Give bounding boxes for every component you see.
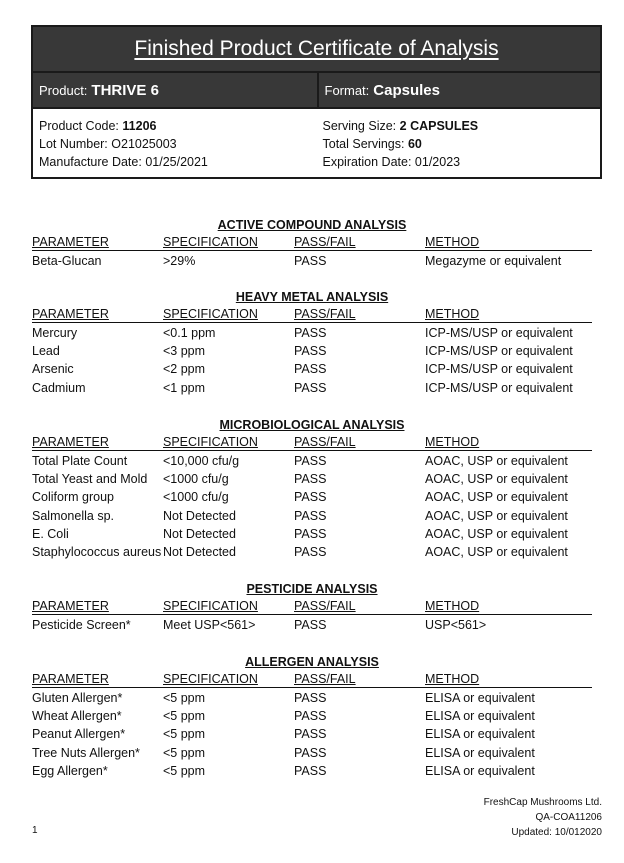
manufacture-date-label: Manufacture Date: (39, 155, 142, 169)
column-header: PASS/FAIL (294, 599, 356, 613)
table-cell: AOAC, USP or equivalent (425, 544, 568, 559)
table-cell: PASS (294, 508, 327, 523)
page-title: Finished Product Certificate of Analysis (134, 37, 499, 60)
table-cell: PASS (294, 344, 327, 359)
certificate-header-box (31, 25, 602, 179)
column-header: SPECIFICATION (163, 235, 258, 249)
total-servings-value: 60 (407, 137, 422, 151)
table-cell: ICP-MS/USP or equivalent (425, 326, 573, 340)
table-cell: <2 ppm (163, 362, 206, 377)
manufacture-date-value: 01/25/2021 (145, 155, 208, 169)
footer-right (484, 795, 602, 840)
table-cell: <5 ppm (163, 763, 206, 778)
table-row (32, 507, 592, 525)
table-cell: AOAC, USP or equivalent (425, 490, 568, 505)
table-row (32, 342, 592, 360)
table-cell: Coliform group (32, 490, 114, 505)
table-cell: Arsenic (32, 362, 74, 377)
table-cell: <5 ppm (163, 727, 206, 742)
table-cell: PASS (294, 254, 327, 268)
table-cell: Not Detected (163, 526, 236, 541)
product-label: Product: (39, 82, 88, 98)
table-header-row (32, 306, 592, 323)
table-cell: PASS (294, 526, 327, 541)
table-cell: USP<561> (425, 618, 487, 632)
table-row (32, 762, 592, 780)
table-cell: Tree Nuts Allergen* (32, 745, 140, 760)
table-row (32, 707, 592, 725)
section-title: PESTICIDE ANALYSIS (246, 582, 378, 596)
footer-doc-id: QA-COA11206 (535, 812, 602, 823)
column-header: PARAMETER (32, 307, 109, 321)
analysis-section (32, 216, 592, 270)
table-cell: AOAC, USP or equivalent (425, 508, 568, 523)
analysis-section (32, 288, 592, 397)
column-header: PASS/FAIL (294, 235, 356, 249)
info-column-left (33, 117, 317, 171)
table-row (32, 616, 592, 634)
table-cell: ELISA or equivalent (425, 709, 535, 724)
table-row (32, 470, 592, 488)
total-servings-label: Total Servings: (322, 137, 405, 151)
table-cell: Meet USP<561> (163, 618, 256, 632)
table-cell: <1000 cfu/g (163, 472, 229, 487)
table-cell: PASS (294, 544, 327, 559)
table-cell: PASS (294, 763, 327, 778)
table-cell: ELISA or equivalent (425, 727, 535, 742)
product-code-value: 11206 (122, 119, 157, 133)
table-cell: PASS (294, 362, 327, 377)
table-cell: Not Detected (163, 544, 236, 559)
table-row (32, 360, 592, 378)
table-header-row (32, 434, 592, 451)
expiration-date-line (323, 153, 601, 171)
table-cell: <0.1 ppm (163, 326, 216, 340)
table-cell: <1 ppm (163, 380, 206, 395)
column-header: SPECIFICATION (163, 599, 258, 613)
column-header: METHOD (425, 435, 480, 449)
table-header-row (32, 598, 592, 615)
table-cell: Peanut Allergen* (32, 727, 126, 742)
column-header: PARAMETER (32, 235, 109, 249)
format-label: Format: (324, 82, 370, 98)
table-header-row (32, 671, 592, 688)
product-code-label: Product Code: (39, 119, 119, 133)
column-header: METHOD (425, 672, 480, 686)
table-cell: Megazyme or equivalent (425, 254, 562, 268)
table-cell: ELISA or equivalent (425, 763, 535, 778)
table-cell: PASS (294, 454, 327, 468)
table-cell: ICP-MS/USP or equivalent (425, 380, 573, 395)
format-value: Capsules (373, 81, 440, 99)
table-row (32, 543, 592, 561)
table-cell: Salmonella sp. (32, 508, 114, 523)
column-header: METHOD (425, 235, 480, 249)
product-value: THRIVE 6 (91, 81, 159, 99)
section-title: MICROBIOLOGICAL ANALYSIS (219, 418, 405, 432)
table-cell: Beta-Glucan (32, 254, 102, 268)
column-header: METHOD (425, 599, 480, 613)
column-header: PASS/FAIL (294, 672, 356, 686)
column-header: SPECIFICATION (163, 435, 258, 449)
table-row (32, 379, 592, 397)
table-cell: PASS (294, 745, 327, 760)
table-cell: Egg Allergen* (32, 763, 108, 778)
table-row (32, 252, 592, 270)
product-code-line (39, 117, 317, 135)
table-cell: PASS (294, 490, 327, 505)
table-cell: ELISA or equivalent (425, 745, 535, 760)
table-cell: AOAC, USP or equivalent (425, 454, 568, 468)
total-servings-line (323, 135, 601, 153)
table-cell: PASS (294, 326, 327, 340)
table-header-row (32, 234, 592, 251)
product-band (33, 73, 600, 109)
table-cell: Total Plate Count (32, 454, 128, 468)
analysis-section (32, 416, 592, 561)
expiration-date-label: Expiration Date: (322, 155, 412, 169)
table-cell: ELISA or equivalent (425, 691, 535, 705)
table-cell: <3 ppm (163, 344, 206, 359)
serving-size-line (323, 117, 601, 135)
section-title: HEAVY METAL ANALYSIS (235, 290, 389, 304)
table-row (32, 488, 592, 506)
table-cell: Mercury (32, 326, 78, 340)
table-cell: AOAC, USP or equivalent (425, 526, 568, 541)
table-cell: PASS (294, 727, 327, 742)
table-cell: ICP-MS/USP or equivalent (425, 344, 573, 359)
lot-number-label: Lot Number: (39, 137, 108, 151)
product-info-grid (33, 109, 600, 171)
analysis-section (32, 580, 592, 634)
table-cell: <1000 cfu/g (163, 490, 229, 505)
table-cell: Total Yeast and Mold (32, 472, 148, 487)
table-row (32, 725, 592, 743)
column-header: SPECIFICATION (163, 307, 258, 321)
column-header: METHOD (425, 307, 480, 321)
footer-updated: Updated: 10/012020 (511, 827, 602, 838)
lot-number-value: O21025003 (111, 137, 177, 151)
table-cell: ICP-MS/USP or equivalent (425, 362, 573, 377)
column-header: PARAMETER (32, 672, 109, 686)
table-cell: >29% (163, 254, 196, 268)
table-cell: Gluten Allergen* (32, 691, 123, 705)
table-cell: Cadmium (32, 380, 86, 395)
table-cell: PASS (294, 709, 327, 724)
table-row (32, 452, 592, 470)
column-header: PARAMETER (32, 599, 109, 613)
serving-size-label: Serving Size: (322, 119, 397, 133)
analysis-section (32, 653, 592, 780)
table-row (32, 324, 592, 342)
manufacture-date-line (39, 153, 317, 171)
info-column-right (317, 117, 601, 171)
table-cell: <5 ppm (163, 745, 206, 760)
table-cell: Pesticide Screen* (32, 618, 131, 632)
title-band (33, 27, 600, 73)
table-cell: PASS (294, 618, 327, 632)
table-row (32, 525, 592, 543)
product-cell (33, 73, 317, 107)
footer-company: FreshCap Mushrooms Ltd. (483, 797, 602, 808)
table-cell: <10,000 cfu/g (163, 454, 240, 468)
table-cell: AOAC, USP or equivalent (425, 472, 568, 487)
section-title: ALLERGEN ANALYSIS (245, 655, 379, 669)
table-cell: PASS (294, 472, 327, 487)
table-cell: <5 ppm (163, 691, 206, 705)
column-header: SPECIFICATION (163, 672, 258, 686)
format-cell (317, 73, 601, 107)
table-cell: E. Coli (32, 526, 69, 541)
table-row (32, 689, 592, 707)
table-cell: PASS (294, 380, 327, 395)
table-cell: Lead (32, 344, 60, 359)
column-header: PARAMETER (32, 435, 109, 449)
table-cell: Staphylococcus aureus (32, 544, 162, 559)
expiration-date-value: 01/2023 (414, 155, 461, 169)
serving-size-value: 2 CAPSULES (399, 119, 479, 133)
table-cell: <5 ppm (163, 709, 206, 724)
column-header: PASS/FAIL (294, 435, 356, 449)
lot-number-line (39, 135, 317, 153)
column-header: PASS/FAIL (294, 307, 356, 321)
table-row (32, 744, 592, 762)
page-number: 1 (32, 825, 38, 836)
section-title: ACTIVE COMPOUND ANALYSIS (217, 218, 407, 232)
table-cell: Wheat Allergen* (32, 709, 122, 724)
table-cell: Not Detected (163, 508, 236, 523)
table-cell: PASS (294, 691, 327, 705)
